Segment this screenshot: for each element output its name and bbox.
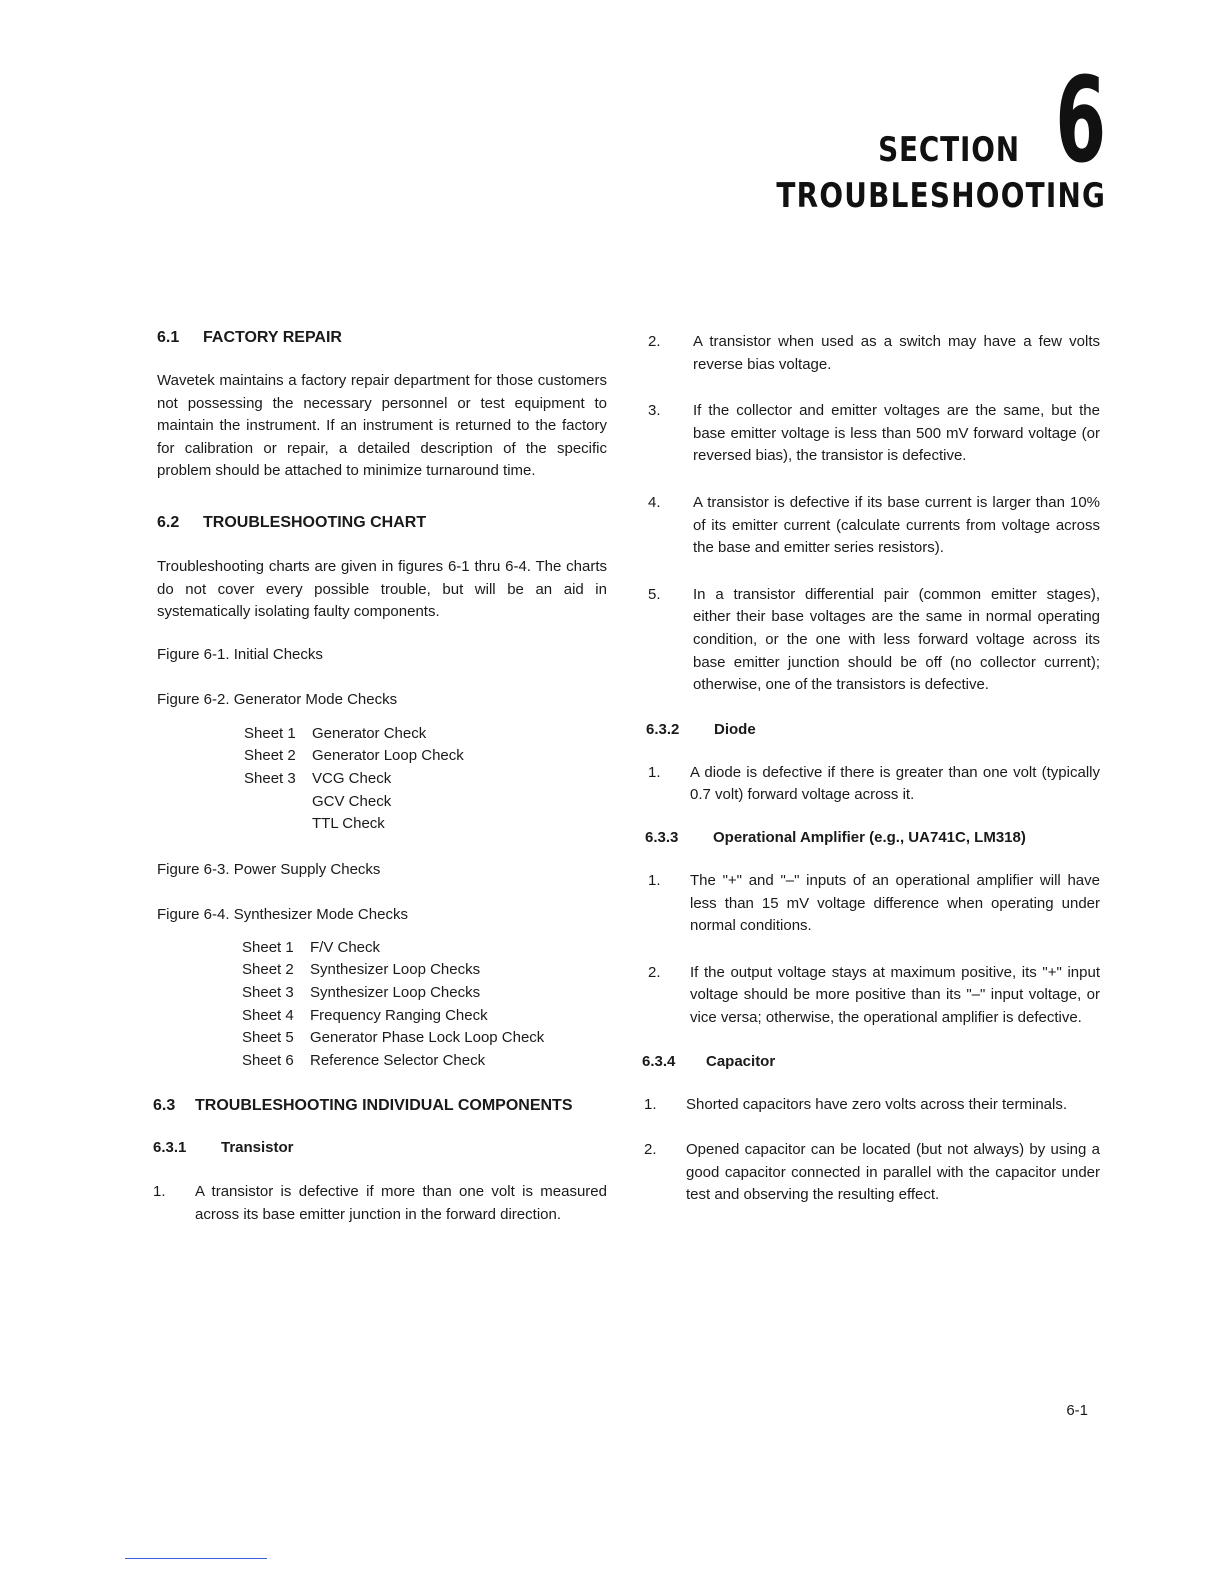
list-item: 1. A transistor is defective if more than one volt is measured across its base emitter junction in the forward direction. xyxy=(153,1183,607,1223)
heading-6-3: 6.3 TROUBLESHOOTING INDIVIDUAL COMPONENTS xyxy=(153,1097,573,1115)
footer-rule xyxy=(125,1558,267,1559)
left-column xyxy=(153,325,607,1226)
list-item: 2. If the output voltage stays at maximum positive, its "+" input voltage should be more positive than its "–" input voltage, or vice versa; otherwise, the operational amplifier is defective. xyxy=(648,963,1100,1026)
list-item: 1. A diode is defective if there is greater than one volt (typically 0.7 volt) forward voltage across it. xyxy=(648,763,1100,804)
list-item: GCV Check xyxy=(312,792,392,810)
section-header xyxy=(704,51,1106,216)
heading-6-1: 6.1 FACTORY REPAIR xyxy=(157,329,342,346)
list-item: 3. If the collector and emitter voltages are the same, but the base emitter voltage is less than 500 mV forward voltage (or reversed bias), the transistor is defective. xyxy=(648,402,1100,465)
list-item: 2. Opened capacitor can be located (but not always) by using a good capacitor connected in parallel with the capacitor under test and observing the resulting effect. xyxy=(644,1141,1100,1204)
section-title: TROUBLESHOOTING xyxy=(776,175,1106,216)
list-item: 1. Shorted capacitors have zero volts across their terminals. xyxy=(644,1096,1067,1114)
list-item: Sheet 1 Generator Check xyxy=(244,724,427,742)
sheet-list-6-4 xyxy=(242,937,607,1073)
heading-6-3-1: 6.3.1 Transistor xyxy=(153,1139,294,1157)
heading-6-3-2: 6.3.2 Diode xyxy=(646,720,756,738)
list-item: Sheet 2 Generator Loop Check xyxy=(244,747,464,765)
list-item: Sheet 1 F/V Check xyxy=(242,938,381,956)
list-item: TTL Check xyxy=(312,815,385,833)
heading-6-2: 6.2 TROUBLESHOOTING CHART xyxy=(157,513,427,531)
section-label: SECTION xyxy=(878,129,1020,170)
list-item: Sheet 4 Frequency Ranging Check xyxy=(242,1006,488,1024)
right-column xyxy=(642,331,1100,1207)
list-item: Sheet 6 Reference Selector Check xyxy=(242,1051,486,1069)
sheet-list-6-2 xyxy=(244,723,607,836)
heading-6-3-4: 6.3.4 Capacitor xyxy=(642,1053,776,1071)
list-item: 4. A transistor is defective if its base current is larger than 10% of its emitter current (calculate currents from voltage across the base and emitter series resistors). xyxy=(648,493,1100,557)
list-item: Sheet 3 Synthesizer Loop Checks xyxy=(242,983,481,1001)
figure-ref-6-3: Figure 6-3. Power Supply Checks xyxy=(157,860,381,878)
list-item: 2. A transistor when used as a switch may have a few volts reverse bias voltage. xyxy=(648,333,1100,373)
paragraph-troubleshooting-chart: Troubleshooting charts are given in figures 6-1 thru 6-4. The charts do not cover every possible trouble, but will be an aid in systematically isolating faulty components. xyxy=(157,557,607,621)
list-item: Sheet 3 VCG Check xyxy=(244,769,392,787)
list-item: 5. In a transistor differential pair (common emitter stages), either their base voltages are the same in normal operating condition, or the one with less forward voltage across its base emitter junction should be off (no collector current); otherwise, one of the transistors is defective. xyxy=(648,585,1100,694)
figure-ref-6-4: Figure 6-4. Synthesizer Mode Checks xyxy=(157,905,408,923)
heading-6-3-3: 6.3.3 Operational Amplifier (e.g., UA741C, LM318) xyxy=(645,828,1026,846)
paragraph-factory-repair: Wavetek maintains a factory repair department for those customers not possessing the necessary personnel or test equipment to maintain the instrument. If an instrument is returned to the factory for calibration or repair, a detailed description of the specific problem should be attached to minimize turnaround time. xyxy=(157,372,607,480)
list-item: Sheet 2 Synthesizer Loop Checks xyxy=(242,961,481,979)
page-number: 6-1 xyxy=(1066,1402,1088,1419)
figure-ref-6-2: Figure 6-2. Generator Mode Checks xyxy=(157,690,398,708)
section-number: 6 xyxy=(1055,51,1106,189)
figure-ref-6-1: Figure 6-1. Initial Checks xyxy=(157,645,323,663)
list-item: Sheet 5 Generator Phase Lock Loop Check xyxy=(242,1029,545,1047)
list-item: 1. The "+" and "–" inputs of an operational amplifier will have less than 15 mV voltage difference when operating under normal conditions. xyxy=(648,871,1100,935)
